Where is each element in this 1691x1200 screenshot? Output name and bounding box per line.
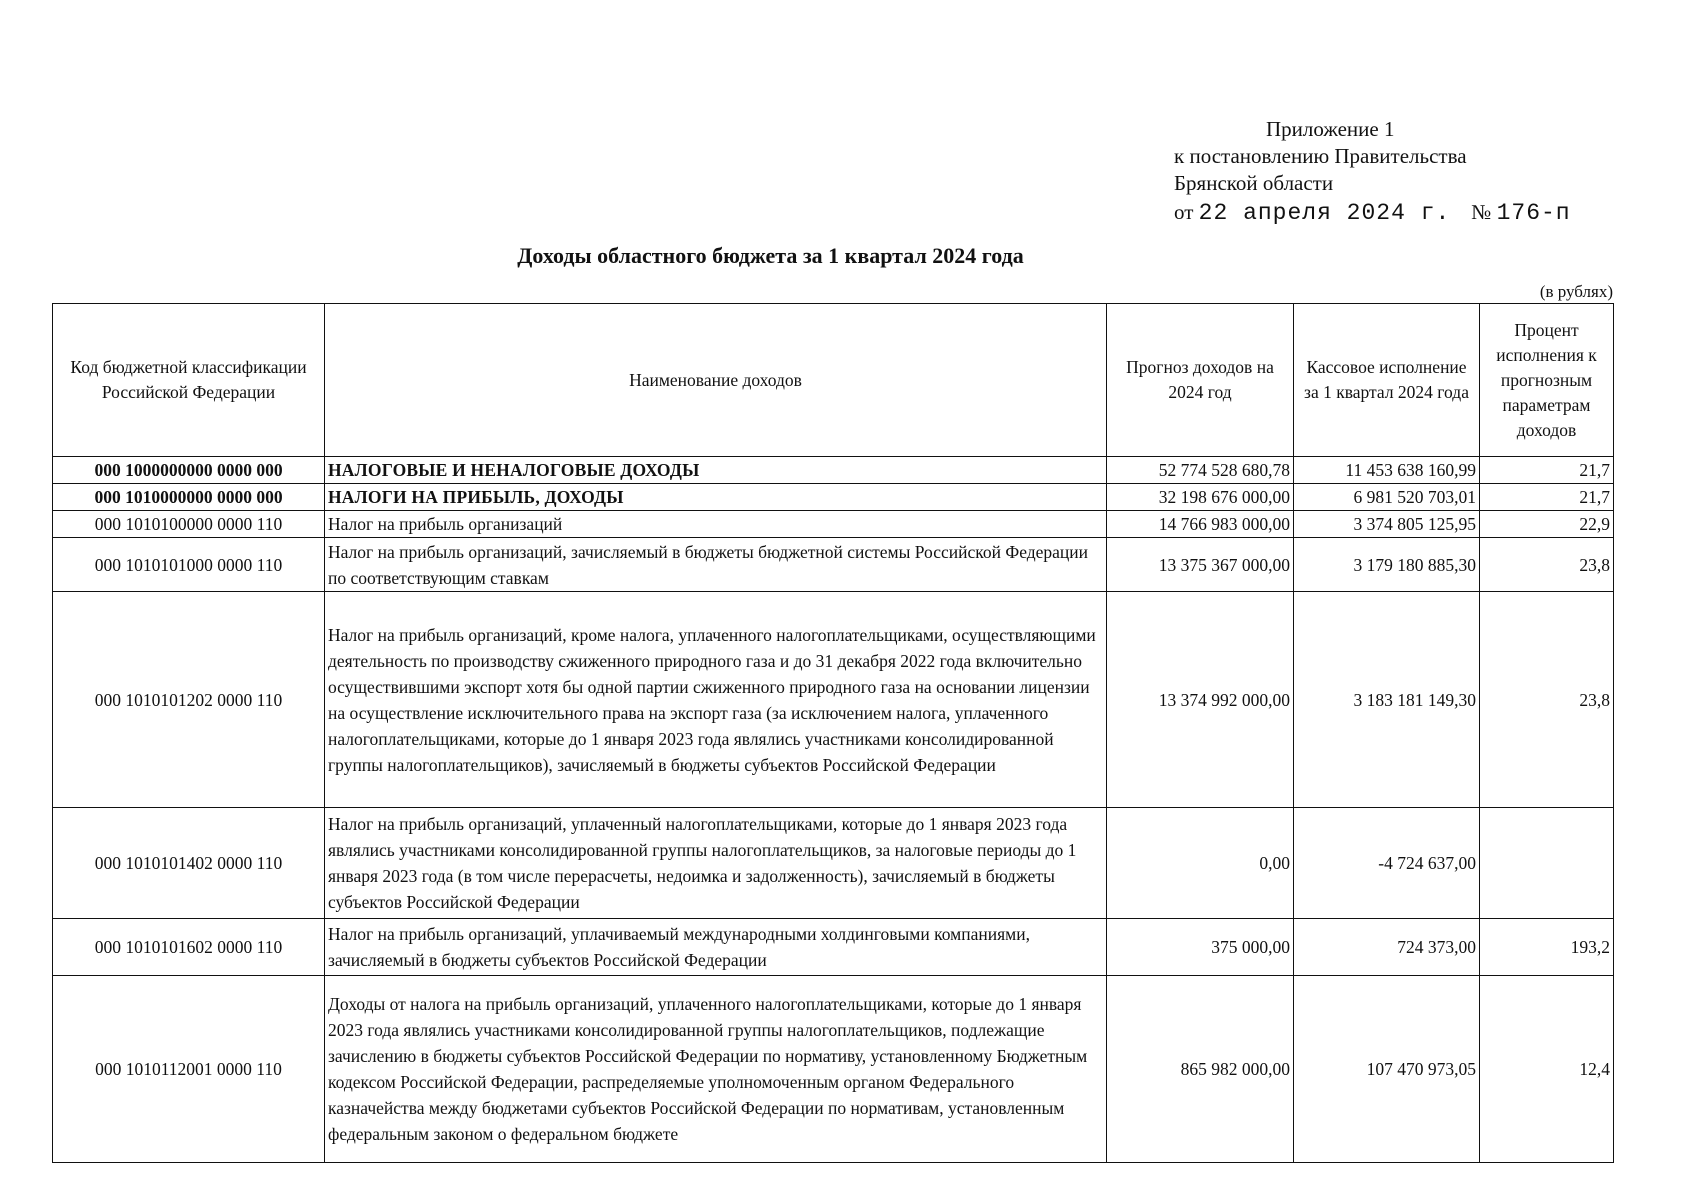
annex-line-1: Приложение 1 — [1266, 117, 1395, 141]
header-code: Код бюджетной классификации Российской Федерации — [53, 304, 325, 457]
number-value: 176-п — [1496, 200, 1571, 226]
title-text: Доходы областного бюджета за 1 квартал 2024 года — [517, 243, 1024, 268]
row-code: 000 1010112001 0000 110 — [53, 976, 325, 1163]
table-row — [53, 484, 1614, 511]
date-value: 22 апреля 2024 г. — [1198, 200, 1451, 226]
row-code: 000 1010100000 0000 110 — [53, 511, 325, 538]
row-code: 000 1000000000 0000 000 — [53, 457, 325, 484]
annex-line-3: Брянской области — [1174, 171, 1334, 195]
row-actual: 724 373,00 — [1294, 919, 1480, 976]
row-name: Налог на прибыль организаций, кроме налога, уплаченного налогоплательщиками, осуществляющими деятельность по производству сжиженного природного газа и до 31 декабря 2022 года включительно осуществившими экспорт хотя бы одной партии сжиженного природного газа на основании лицензии на осуществление исключительного права на экспорт газа (за исключением налога, уплаченного налогоплательщиками, которые до 1 января 2023 года являлись участниками консолидированной группы налогоплательщиков), зачисляемый в бюджеты субъектов Российской Федерации — [325, 592, 1107, 808]
row-actual: 6 981 520 703,01 — [1294, 484, 1480, 511]
row-percent: 21,7 — [1480, 484, 1614, 511]
row-forecast: 13 374 992 000,00 — [1107, 592, 1294, 808]
header-actual: Кассовое исполнение за 1 квартал 2024 года — [1294, 304, 1480, 457]
date-prefix: от — [1174, 200, 1194, 224]
row-code: 000 1010101000 0000 110 — [53, 538, 325, 592]
row-name: Налог на прибыль организаций, уплачиваемый международными холдинговыми компаниями, зачисляемый в бюджеты субъектов Российской Федерации — [325, 919, 1107, 976]
document-title — [0, 243, 1691, 269]
row-actual: 11 453 638 160,99 — [1294, 457, 1480, 484]
row-forecast: 32 198 676 000,00 — [1107, 484, 1294, 511]
row-actual: 3 374 805 125,95 — [1294, 511, 1480, 538]
row-actual: 107 470 973,05 — [1294, 976, 1480, 1163]
row-code: 000 1010101402 0000 110 — [53, 808, 325, 919]
row-forecast: 375 000,00 — [1107, 919, 1294, 976]
row-forecast: 14 766 983 000,00 — [1107, 511, 1294, 538]
row-name: НАЛОГИ НА ПРИБЫЛЬ, ДОХОДЫ — [325, 484, 1107, 511]
row-actual: 3 183 181 149,30 — [1294, 592, 1480, 808]
row-percent: 21,7 — [1480, 457, 1614, 484]
number-prefix: № — [1471, 200, 1492, 224]
table-row — [53, 538, 1614, 592]
row-percent: 23,8 — [1480, 538, 1614, 592]
header-name: Наименование доходов — [325, 304, 1107, 457]
row-code: 000 1010101202 0000 110 — [53, 592, 325, 808]
annex-line-2: к постановлению Правительства — [1174, 144, 1467, 168]
row-percent: 23,8 — [1480, 592, 1614, 808]
row-name: Налог на прибыль организаций, зачисляемый в бюджеты бюджетной системы Российской Федерации по соответствующим ставкам — [325, 538, 1107, 592]
row-percent: 22,9 — [1480, 511, 1614, 538]
row-percent — [1480, 808, 1614, 919]
row-forecast: 0,00 — [1107, 808, 1294, 919]
row-name: НАЛОГОВЫЕ И НЕНАЛОГОВЫЕ ДОХОДЫ — [325, 457, 1107, 484]
header-forecast: Прогноз доходов на 2024 год — [1107, 304, 1294, 457]
header-percent: Процент исполнения к прогнозным параметрам доходов — [1480, 304, 1614, 457]
row-percent: 12,4 — [1480, 976, 1614, 1163]
table-row — [53, 808, 1614, 919]
row-forecast: 865 982 000,00 — [1107, 976, 1294, 1163]
row-name: Налог на прибыль организаций — [325, 511, 1107, 538]
row-percent: 193,2 — [1480, 919, 1614, 976]
table-row — [53, 457, 1614, 484]
annex-block — [1174, 116, 1614, 227]
row-code: 000 1010101602 0000 110 — [53, 919, 325, 976]
table-row — [53, 511, 1614, 538]
row-code: 000 1010000000 0000 000 — [53, 484, 325, 511]
row-actual: 3 179 180 885,30 — [1294, 538, 1480, 592]
row-forecast: 52 774 528 680,78 — [1107, 457, 1294, 484]
units-note: (в рублях) — [1539, 282, 1613, 301]
table-row — [53, 919, 1614, 976]
table-header-row — [53, 304, 1614, 457]
row-name: Доходы от налога на прибыль организаций, уплаченного налогоплательщиками, которые до 1 января 2023 года являлись участниками консолидированной группы налогоплательщиков, подлежащие зачислению в бюджеты субъектов Российской Федерации по нормативу, установленному Бюджетным кодексом Российской Федерации, распределяемые уполномоченным органом Федерального казначейства между бюджетами субъектов Российской Федерации по нормативам, установленным федеральным законом о федеральном бюджете — [325, 976, 1107, 1163]
row-name: Налог на прибыль организаций, уплаченный налогоплательщиками, которые до 1 января 2023 года являлись участниками консолидированной группы налогоплательщиков, за налоговые периоды до 1 января 2023 года (в том числе перерасчеты, недоимка и задолженность), зачисляемый в бюджеты субъектов Российской Федерации — [325, 808, 1107, 919]
annex-date-line — [1174, 199, 1614, 227]
table-row — [53, 592, 1614, 808]
row-forecast: 13 375 367 000,00 — [1107, 538, 1294, 592]
row-actual: -4 724 637,00 — [1294, 808, 1480, 919]
income-table — [52, 303, 1614, 1163]
table-row — [53, 976, 1614, 1163]
